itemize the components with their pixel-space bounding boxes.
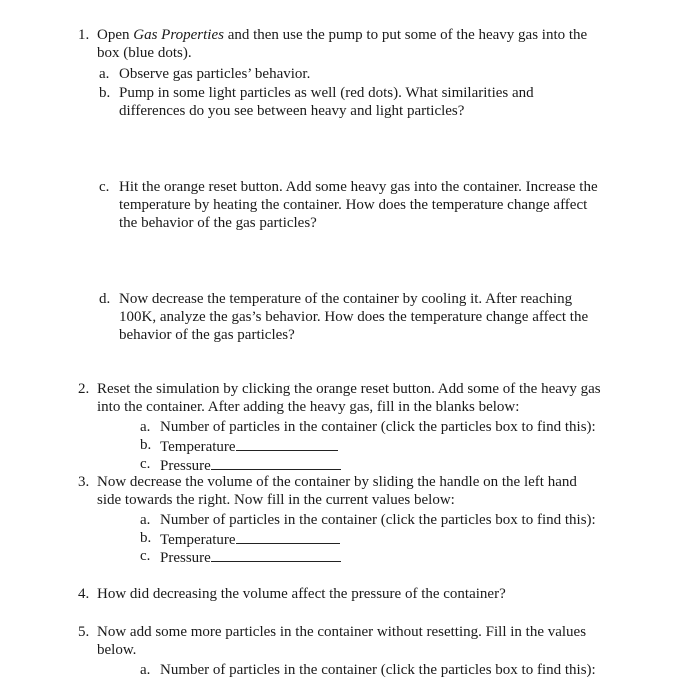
q3b-blank[interactable] bbox=[236, 529, 340, 544]
q2b-blank[interactable] bbox=[236, 436, 338, 451]
q1b-letter: b. bbox=[99, 85, 111, 101]
q4-number: 4. bbox=[78, 586, 90, 602]
q1c-line1: Hit the orange reset button. Add some heavy gas into the container. Increase the bbox=[119, 179, 598, 195]
app-name: Gas Properties bbox=[133, 27, 224, 43]
q5-line1: Now add some more particles in the container without resetting. Fill in the values bbox=[97, 624, 587, 640]
q1d-line2: 100K, analyze the gas’s behavior. How does the temperature change affect the bbox=[119, 309, 589, 325]
q1-number: 1. bbox=[78, 27, 90, 43]
q2a-text: Number of particles in the container (click the particles box to find this): bbox=[160, 419, 596, 435]
q1d-line3: behavior of the gas particles? bbox=[119, 327, 295, 343]
q3-line2: side towards the right. Now fill in the current values below: bbox=[97, 492, 455, 508]
q1c-line2: temperature by heating the container. How does the temperature change affect bbox=[119, 197, 588, 213]
q3c-letter: c. bbox=[140, 548, 151, 564]
q3a-letter: a. bbox=[140, 512, 151, 528]
q3a-text: Number of particles in the container (click the particles box to find this): bbox=[160, 512, 596, 528]
q2-number: 2. bbox=[78, 381, 90, 397]
q3b-label: Temperature bbox=[160, 532, 236, 548]
q1b-line1: Pump in some light particles as well (red dots). What similarities and bbox=[119, 85, 534, 101]
q1c-line3: the behavior of the gas particles? bbox=[119, 215, 317, 231]
q1a-letter: a. bbox=[99, 66, 110, 82]
q1d-letter: d. bbox=[99, 291, 111, 307]
q3-line1: Now decrease the volume of the container by sliding the handle on the left hand bbox=[97, 474, 577, 490]
q2b-letter: b. bbox=[140, 437, 152, 453]
q5-number: 5. bbox=[78, 624, 90, 640]
q3c-field bbox=[160, 547, 341, 567]
q2b-label: Temperature bbox=[160, 439, 236, 455]
q2-line1: Reset the simulation by clicking the orange reset button. Add some of the heavy gas bbox=[97, 381, 601, 397]
q3c-label: Pressure bbox=[160, 550, 211, 566]
q2c-field bbox=[160, 455, 341, 475]
q1-line1: Open Gas Properties and then use the pump to put some of the heavy gas into the bbox=[97, 27, 588, 43]
q2c-letter: c. bbox=[140, 456, 151, 472]
q1c-letter: c. bbox=[99, 179, 110, 195]
q2c-blank[interactable] bbox=[211, 455, 341, 470]
q3b-letter: b. bbox=[140, 530, 152, 546]
q5a-text: Number of particles in the container (click the particles box to find this): bbox=[160, 662, 596, 678]
q2c-label: Pressure bbox=[160, 458, 211, 474]
q2-line2: into the container. After adding the heavy gas, fill in the blanks below: bbox=[97, 399, 520, 415]
q3c-blank[interactable] bbox=[211, 547, 341, 562]
q5-line2: below. bbox=[97, 642, 137, 658]
q1a-text: Observe gas particles’ behavior. bbox=[119, 66, 311, 82]
q3-number: 3. bbox=[78, 474, 90, 490]
q1-line2: box (blue dots). bbox=[97, 45, 192, 61]
q2a-letter: a. bbox=[140, 419, 151, 435]
q2b-field bbox=[160, 436, 338, 456]
q5a-letter: a. bbox=[140, 662, 151, 678]
q1d-line1: Now decrease the temperature of the container by cooling it. After reaching bbox=[119, 291, 573, 307]
q4-text: How did decreasing the volume affect the pressure of the container? bbox=[97, 586, 506, 602]
q3b-field bbox=[160, 529, 340, 549]
q1b-line2: differences do you see between heavy and light particles? bbox=[119, 103, 465, 119]
